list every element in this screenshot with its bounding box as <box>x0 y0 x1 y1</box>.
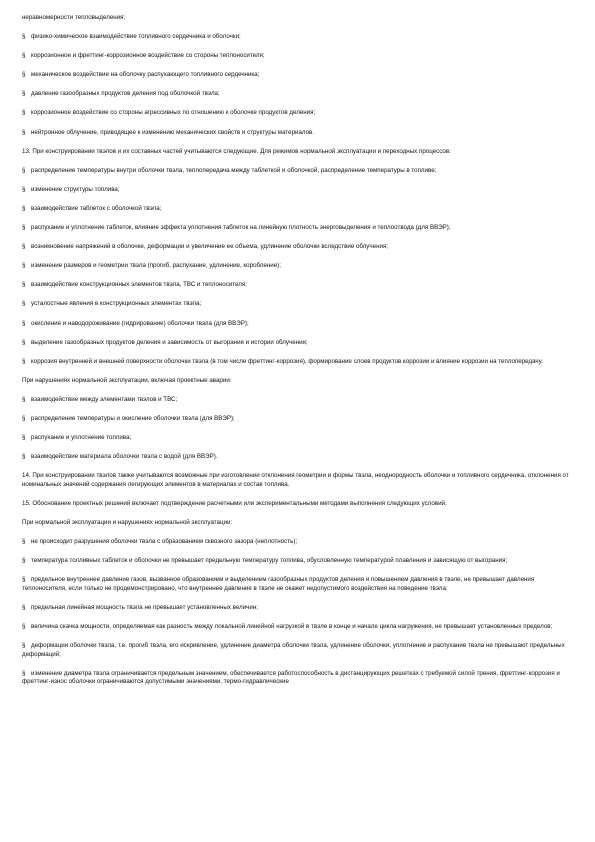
bullet-item <box>22 434 573 443</box>
bullet-item <box>22 538 573 547</box>
bullet-text: окисление и наводороживание (гидрирование) оболочки твэла (для ВВЭР); <box>31 319 249 327</box>
bullet-item <box>22 576 573 593</box>
bullet-item <box>22 453 573 462</box>
bullet-item <box>22 415 573 424</box>
bullet-text: изменение диаметра твэла ограничивается предельным значением, обеспечивается работоспособность в дистанцирующих решетках с требуемой силой трения, фреттинг-коррозия и фреттинг-износ оболочки ограничиваются допустимыми значениями, термо-гидравлические <box>22 669 560 686</box>
bullet-text: величина скачка мощности, определяемая как разность между локальной линейной нагрузкой в твэле в конце и начале цикла нагружения, не превышает установленных пределов; <box>31 623 553 631</box>
bullet-text: физико-химическое взаимодействие топливного сердечника и оболочки; <box>31 33 241 41</box>
bullet-marker: § <box>22 357 26 365</box>
bullet-text: изменение размеров и геометрии твэла (прогиб, распухание, удлинение, коробление); <box>31 262 281 270</box>
bullet-text: возникновение напряжений в оболочке, деформации и увеличение ее объема, удлинение оболочки вследствие облучения; <box>31 243 389 251</box>
bullet-text: изменение структуры топлива; <box>31 185 120 193</box>
bullet-text: коррозионное воздействие со стороны агрессивных по отношению к оболочке продуктов деления; <box>31 109 316 117</box>
bullet-marker: § <box>22 319 26 327</box>
bullet-item <box>22 604 573 613</box>
bullet-text: распухание и уплотнение топлива; <box>31 434 132 442</box>
bullet-text: выделение газообразных продуктов деления и зависимость от выгорания и истории облучения; <box>31 338 308 346</box>
bullet-marker: § <box>22 576 26 584</box>
bullet-text: коррозионное и фреттинг-коррозионное воздействие со стороны теплоносителя; <box>31 52 265 60</box>
bullet-marker: § <box>22 623 26 631</box>
bullet-item <box>22 243 573 252</box>
bullet-item <box>22 281 573 290</box>
bullet-text: взаимодействие между элементами твэлов и ТВС; <box>31 395 178 403</box>
bullet-text: нейтронное облучение, приводящее к изменению механических свойств и структуры материалов. <box>31 128 315 136</box>
bullet-marker: § <box>22 262 26 270</box>
bullet-item <box>22 186 573 195</box>
bullet-item <box>22 320 573 329</box>
bullet-marker: § <box>22 414 26 422</box>
paragraph: неравномерности тепловыделения; <box>22 14 126 21</box>
bullet-marker: § <box>22 434 26 442</box>
bullet-item <box>22 52 573 61</box>
bullet-item <box>22 557 573 566</box>
bullet-item <box>22 90 573 99</box>
bullet-item <box>22 71 573 80</box>
paragraph: При нормальной эксплуатации и нарушениях нормальной эксплуатации: <box>22 519 233 527</box>
bullet-marker: § <box>22 300 26 308</box>
bullet-marker: § <box>22 33 26 41</box>
bullet-text: деформации оболочки твэла, т.е. прогиб твэла, его искривление, удлинение диаметра оболочки твэла, удлинение оболочки, уплотнение и распухание твэла не превышают предельных деформаций; <box>22 642 565 658</box>
bullet-item <box>22 396 573 405</box>
bullet-marker: § <box>22 243 26 251</box>
paragraph: 13. При конструировании твэлов и их составных частей учитываются следующие. Для режимов нормальной эксплуатации и переходных процессов: <box>22 147 451 155</box>
bullet-text: коррозия внутренней и внешней поверхности оболочки твэла (в том числе фреттинг-коррозия), формирование слоев продуктов коррозии и влияние коррозии на теплопередачу. <box>31 357 543 365</box>
bullet-marker: § <box>22 281 26 289</box>
bullet-item <box>22 129 573 138</box>
bullet-marker: § <box>22 52 26 60</box>
bullet-marker: § <box>22 166 26 174</box>
bullet-item <box>22 224 573 233</box>
bullet-marker: § <box>22 128 26 136</box>
bullet-text: механическое воздействие на оболочку распухающего топливного сердечника; <box>31 71 260 79</box>
bullet-marker: § <box>22 642 26 650</box>
bullet-item <box>22 167 573 176</box>
bullet-marker: § <box>22 395 26 403</box>
paragraph: 15. Обоснование проектных решений включает подтверждение расчетными или экспериментальными методами выполнения следующих условий. <box>22 499 447 507</box>
bullet-marker: § <box>22 669 26 677</box>
paragraph: При нарушениях нормальной эксплуатации, включая проектные аварии: <box>22 376 232 384</box>
bullet-text: взаимодействие конструкционных элементов твэла, ТВС и теплоносителя; <box>31 281 247 289</box>
bullet-item <box>22 262 573 271</box>
bullet-text: предельное внутреннее давление газов, вызванное образованием и выделением газообразных продуктов деления и повышением давления в твэле, не превышает давления теплоносителя, если только не продемонстрировано, что внутреннее давление в твэле не окажет недопустимого воздействия на поведение твэла; <box>22 576 535 592</box>
bullet-item <box>22 300 573 309</box>
bullet-marker: § <box>22 224 26 232</box>
bullet-text: давление газообразных продуктов деления под оболочкой твэла; <box>31 90 220 98</box>
bullet-marker: § <box>22 338 26 346</box>
bullet-text: взаимодействие таблеток с оболочкой твэла; <box>31 204 162 212</box>
bullet-text: распределение температуры внутри оболочки твэла, теплопередача между таблеткой и оболочкой, распределение температуры в топливе; <box>31 166 437 174</box>
bullet-item <box>22 109 573 118</box>
bullet-text: распухание и уплотнение таблеток, влияние эффекта уплотнения таблеток на линейную плотность энерговыделения и теплоотвода (для ВВЭР); <box>31 224 451 232</box>
document-body <box>22 14 573 698</box>
bullet-marker: § <box>22 109 26 117</box>
bullet-item <box>22 33 573 42</box>
bullet-text: температура топливных таблеток и оболочки не превышает предельную температуру топлива, обусловленную температурой плавления и зависящую от выгорания; <box>31 557 508 565</box>
bullet-item <box>22 205 573 214</box>
bullet-item <box>22 670 573 687</box>
bullet-text: предельная линейная мощность твэла не превышает установленных величин; <box>31 604 258 611</box>
bullet-item <box>22 339 573 348</box>
bullet-marker: § <box>22 538 26 546</box>
bullet-marker: § <box>22 185 26 193</box>
bullet-marker: § <box>22 604 26 611</box>
bullet-item <box>22 642 573 659</box>
bullet-text: взаимодействие материала оболочки твэла с водой (для ВВЭР). <box>31 453 218 461</box>
bullet-item <box>22 623 573 632</box>
bullet-text: не происходит разрушения оболочки твэла с образованием сквозного зазора (неплотность); <box>31 538 298 546</box>
bullet-text: распределение температуры и окисление оболочки твэла (для ВВЭР); <box>31 414 235 422</box>
bullet-text: усталостные явления в конструкционных элементах твэла; <box>31 300 202 308</box>
bullet-marker: § <box>22 557 26 565</box>
paragraph: 14. При конструировании твэлов также учитываются возможные при изготовлении отклонения геометрии и формы твэла, неоднородность оболочки и топливного сердечника, отклонения от номинальных значений содержания легирующих элементов в материалах и состав топлива. <box>22 472 569 488</box>
bullet-marker: § <box>22 453 26 461</box>
bullet-marker: § <box>22 204 26 212</box>
bullet-item <box>22 358 573 367</box>
bullet-marker: § <box>22 71 26 79</box>
bullet-marker: § <box>22 90 26 98</box>
